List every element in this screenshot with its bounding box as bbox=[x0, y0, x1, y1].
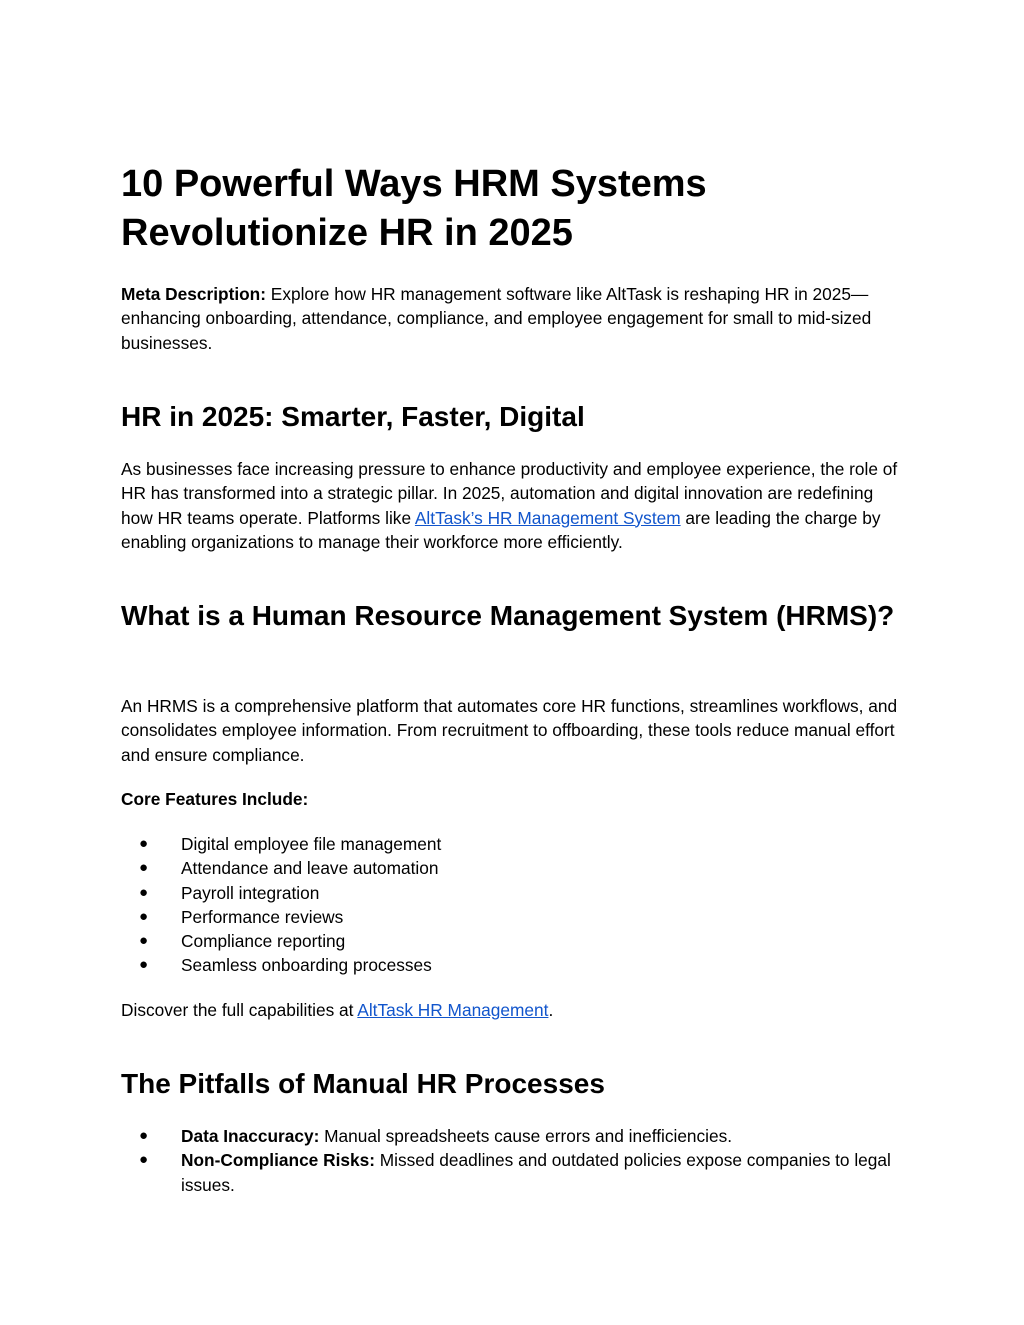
section-heading-what-is-hrms: What is a Human Resource Management System (HRMS)? bbox=[121, 600, 895, 631]
meta-description-text: Explore how HR management software like AltTask is reshaping HR in 2025—enhancing onboarding, attendance, compliance, and employee engagement for small to mid-sized businesses. bbox=[121, 284, 872, 353]
paragraph-text: . bbox=[548, 1000, 554, 1020]
page-title: 10 Powerful Ways HRM Systems Revolutionize HR in 2025 bbox=[121, 163, 707, 254]
list-item bbox=[121, 929, 906, 953]
list-item-text: Digital employee file management bbox=[181, 834, 442, 854]
list-item bbox=[121, 953, 906, 977]
list-item bbox=[121, 856, 906, 880]
bullet-icon: ● bbox=[139, 1127, 149, 1144]
core-features-label-text: Core Features Include: bbox=[121, 789, 309, 809]
paragraph-text: As businesses face increasing pressure to enhance productivity and employee experience, the role of HR has transformed into a strategic pillar. In 2025, automation and digital innovation are redefining how HR teams operate. Platforms like bbox=[121, 459, 898, 528]
discover-paragraph bbox=[121, 998, 906, 1022]
list-item bbox=[121, 905, 906, 929]
alttask-hr-management-link[interactable]: AltTask HR Management bbox=[357, 1000, 549, 1020]
core-features-label bbox=[121, 787, 906, 811]
list-item-label: Data Inaccuracy: bbox=[181, 1126, 320, 1146]
bullet-icon: ● bbox=[139, 883, 149, 901]
bullet-icon: ● bbox=[139, 859, 149, 877]
section-hrms-paragraph: An HRMS is a comprehensive platform that automates core HR functions, streamlines workflows, and consolidates employee information. From recruitment to offboarding, these tools reduce manual effort and ensure compliance. bbox=[121, 696, 898, 765]
pitfalls-list bbox=[121, 1124, 906, 1197]
meta-description-label: Meta Description: bbox=[121, 284, 266, 304]
list-item bbox=[121, 832, 906, 856]
bullet-icon: ● bbox=[139, 907, 149, 925]
list-item bbox=[121, 1148, 906, 1197]
bullet-icon: ● bbox=[139, 956, 149, 974]
list-item-text: Compliance reporting bbox=[181, 931, 346, 952]
list-item bbox=[121, 1124, 906, 1148]
paragraph-text: are leading the charge by enabling organizations to manage their workforce more efficiently. bbox=[121, 507, 881, 552]
bullet-icon: ● bbox=[139, 1151, 149, 1169]
list-item-text: Missed deadlines and outdated policies expose companies to legal issues. bbox=[181, 1150, 891, 1195]
section-heading-hr-2025: HR in 2025: Smarter, Faster, Digital bbox=[121, 401, 585, 432]
alttask-hr-system-link[interactable]: AltTask’s HR Management System bbox=[414, 507, 681, 528]
core-features-list bbox=[121, 832, 906, 978]
section-hr-2025-paragraph bbox=[121, 457, 906, 554]
list-item bbox=[121, 881, 906, 905]
list-item-label: Non-Compliance Risks: bbox=[181, 1150, 375, 1171]
paragraph-text: Discover the full capabilities at bbox=[121, 1000, 358, 1020]
list-item-text: Manual spreadsheets cause errors and inefficiencies. bbox=[319, 1126, 733, 1146]
section-heading-pitfalls: The Pitfalls of Manual HR Processes bbox=[121, 1068, 605, 1099]
list-item-text: Performance reviews bbox=[181, 906, 344, 927]
bullet-icon: ● bbox=[139, 835, 149, 852]
meta-description bbox=[121, 282, 906, 355]
list-item-text: Seamless onboarding processes bbox=[181, 955, 432, 976]
list-item-text: Payroll integration bbox=[181, 882, 320, 903]
list-item-text: Attendance and leave automation bbox=[181, 858, 439, 879]
bullet-icon: ● bbox=[139, 932, 149, 950]
